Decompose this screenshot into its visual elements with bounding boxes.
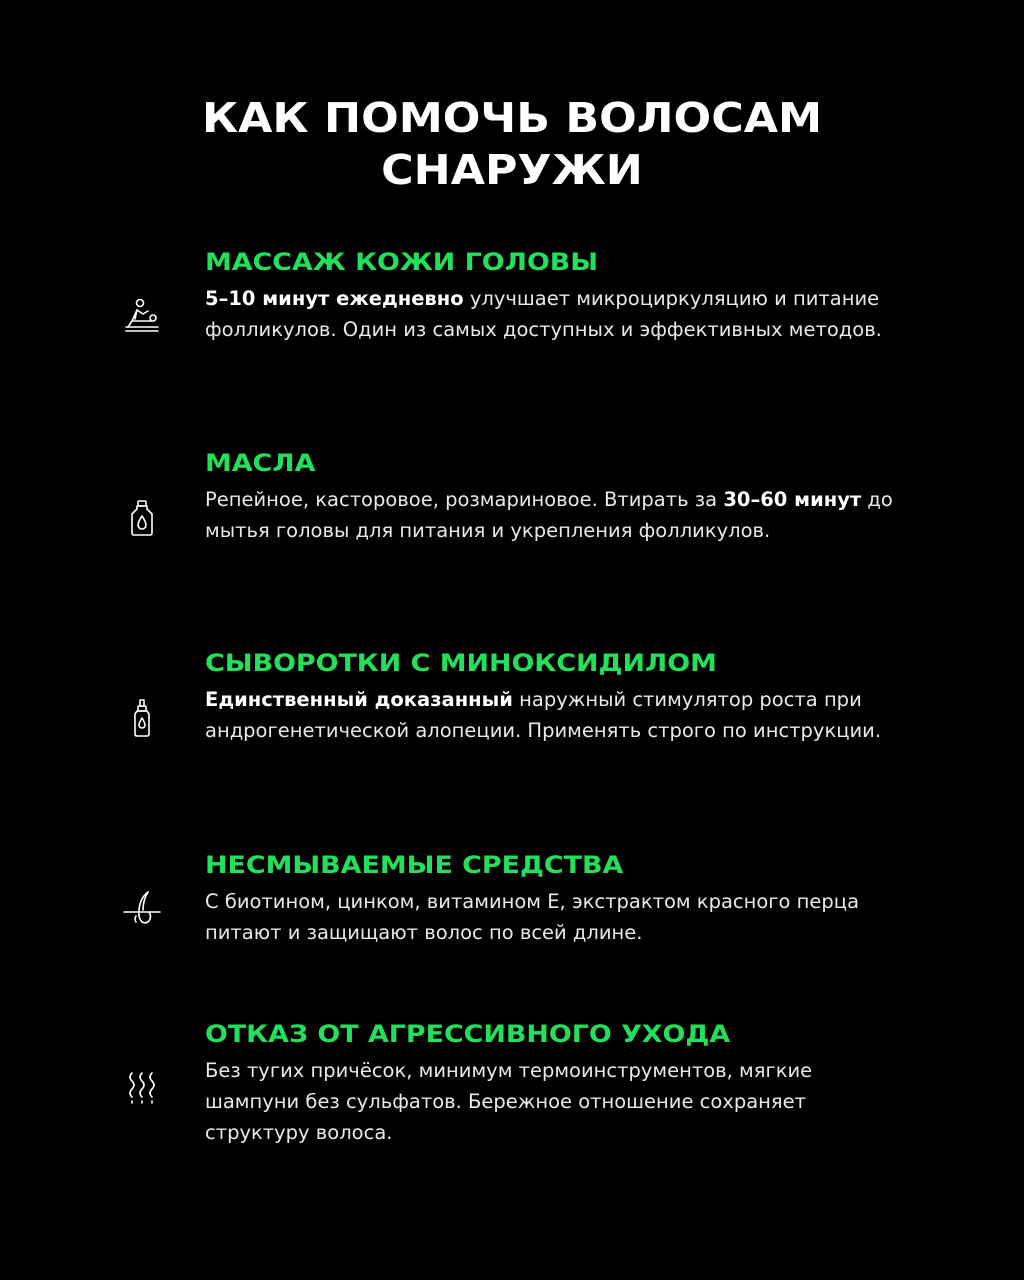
section-body-text-end: до мытья головы для питания и укрепления фолликулов. — [205, 488, 893, 542]
heat-waves-icon — [122, 1069, 162, 1109]
section-heading: МАССАЖ КОЖИ ГОЛОВЫ — [205, 248, 599, 276]
section-body — [205, 283, 905, 345]
massage-icon — [122, 297, 162, 337]
section-heading: НЕСМЫВАЕМЫЕ СРЕДСТВА — [205, 851, 624, 879]
oil-bottle-icon — [122, 498, 162, 538]
section-body-text: улучшает микроциркуляцию и питание фолликулов. Один из самых доступных и эффективных методов. — [205, 287, 882, 341]
section-heading: МАСЛА — [205, 449, 316, 477]
hair-follicle-icon — [122, 888, 162, 928]
page-title — [0, 92, 1024, 196]
section-body-text: С биотином, цинком, витамином Е, экстрактом красного перца питают и защищают волос по всей длине. — [205, 890, 860, 944]
section-body — [205, 1055, 905, 1148]
section-heading: СЫВОРОТКИ С МИНОКСИДИЛОМ — [205, 649, 717, 677]
page-title-line-1: КАК ПОМОЧЬ ВОЛОСАМ — [201, 94, 823, 142]
section-body-text: наружный стимулятор роста при андрогенетической алопеции. Применять строго по инструкции. — [205, 688, 882, 742]
section-body — [205, 684, 905, 746]
section-body — [205, 484, 905, 546]
section-body-text: Репейное, касторовое, розмариновое. Втирать за — [205, 488, 724, 511]
section-body-bold: Единственный доказанный — [205, 688, 513, 711]
section-heading: ОТКАЗ ОТ АГРЕССИВНОГО УХОДА — [205, 1020, 731, 1048]
dropper-bottle-icon — [122, 698, 162, 738]
section-body-bold: 5–10 минут ежедневно — [205, 287, 464, 310]
section-body-bold: 30–60 минут — [723, 488, 862, 511]
section-body-text: Без тугих причёсок, минимум термоинструментов, мягкие шампуни без сульфатов. Бережное отношение сохраняет структуру волоса. — [205, 1059, 813, 1144]
section-body — [205, 886, 905, 948]
page-title-line-2: СНАРУЖИ — [381, 146, 643, 194]
